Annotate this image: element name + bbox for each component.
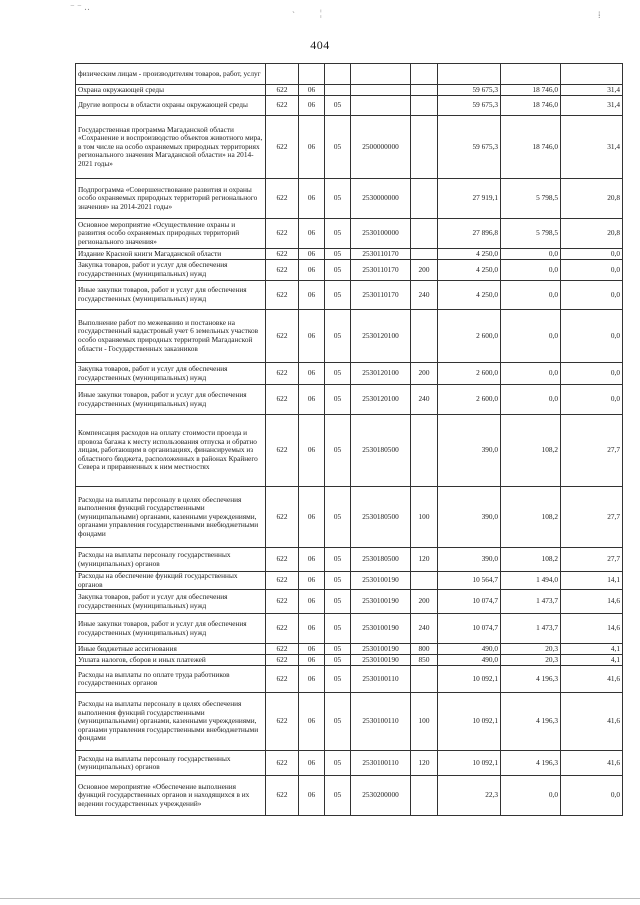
cell-fact: 0,0 xyxy=(501,281,561,310)
cell-ved: 622 xyxy=(266,614,299,644)
cell-csr: 2500000000 xyxy=(351,116,411,179)
cell-vr xyxy=(411,64,438,85)
cell-fact: 0,0 xyxy=(501,363,561,385)
table-row xyxy=(76,96,623,116)
cell-vr: 240 xyxy=(411,614,438,644)
cell-vr xyxy=(411,179,438,219)
cell-pr: 05 xyxy=(325,548,351,572)
cell-ved: 622 xyxy=(266,363,299,385)
cell-csr: 2530200000 xyxy=(351,776,411,816)
cell-plan: 27 919,1 xyxy=(438,179,501,219)
cell-percent: 41,6 xyxy=(561,751,623,776)
cell-name: Закупка товаров, работ и услуг для обеспечения государственных (муниципальных) нужд xyxy=(76,590,266,614)
cell-plan: 10 092,1 xyxy=(438,751,501,776)
table-row xyxy=(76,310,623,363)
cell-percent: 27,7 xyxy=(561,548,623,572)
cell-ved: 622 xyxy=(266,666,299,693)
cell-ved: 622 xyxy=(266,281,299,310)
cell-csr: 2530100190 xyxy=(351,655,411,666)
cell-fact: 0,0 xyxy=(501,260,561,281)
cell-name: Расходы на выплаты персоналу государственных (муниципальных) органов xyxy=(76,751,266,776)
page-bottom-line xyxy=(0,898,640,899)
table-row xyxy=(76,751,623,776)
cell-fact: 108,2 xyxy=(501,415,561,487)
cell-vr xyxy=(411,666,438,693)
cell-rz: 06 xyxy=(299,219,325,249)
cell-fact: 20,3 xyxy=(501,655,561,666)
cell-ved: 622 xyxy=(266,590,299,614)
cell-fact: 5 798,5 xyxy=(501,179,561,219)
cell-ved: 622 xyxy=(266,751,299,776)
cell-name: Иные закупки товаров, работ и услуг для обеспечения государственных (муниципальных) нужд xyxy=(76,385,266,415)
cell-ved: 622 xyxy=(266,385,299,415)
cell-ved: 622 xyxy=(266,96,299,116)
cell-rz: 06 xyxy=(299,590,325,614)
cell-pr: 05 xyxy=(325,385,351,415)
cell-plan: 10 074,7 xyxy=(438,614,501,644)
cell-fact: 4 196,3 xyxy=(501,751,561,776)
cell-name: Закупка товаров, работ и услуг для обеспечения государственных (муниципальных) нужд xyxy=(76,260,266,281)
cell-name: Иные закупки товаров, работ и услуг для обеспечения государственных (муниципальных) нужд xyxy=(76,281,266,310)
table-row xyxy=(76,249,623,260)
cell-ved: 622 xyxy=(266,693,299,751)
cell-plan: 4 250,0 xyxy=(438,260,501,281)
cell-percent: 41,6 xyxy=(561,693,623,751)
cell-fact: 18 746,0 xyxy=(501,85,561,96)
table-row xyxy=(76,116,623,179)
cell-percent: 0,0 xyxy=(561,363,623,385)
cell-rz: 06 xyxy=(299,85,325,96)
cell-csr: 2530120100 xyxy=(351,385,411,415)
cell-percent: 14,1 xyxy=(561,572,623,590)
cell-vr xyxy=(411,219,438,249)
table-row xyxy=(76,260,623,281)
cell-vr: 850 xyxy=(411,655,438,666)
cell-rz: 06 xyxy=(299,260,325,281)
cell-pr: 05 xyxy=(325,363,351,385)
cell-pr: 05 xyxy=(325,751,351,776)
cell-pr: 05 xyxy=(325,666,351,693)
cell-csr: 2530100190 xyxy=(351,644,411,655)
cell-vr: 100 xyxy=(411,693,438,751)
cell-name: Выполнение работ по межеванию и постановке на государственный кадастровый учет 6 земельных участков особо охраняемых природных территорий Магаданской области - Государственных заказников xyxy=(76,310,266,363)
scan-mark: ˋ xyxy=(292,10,295,20)
cell-name: Компенсация расходов на оплату стоимости проезда и провоза багажа к месту использования отпуска и обратно лицам, работающим в организациях, финансируемых из областного бюджета, расположенных в районах Крайнего Севера и приравненных к ним местностях xyxy=(76,415,266,487)
cell-csr: 2530120100 xyxy=(351,310,411,363)
cell-name: Основное мероприятие «Обеспечение выполнения функций государственных органов и находящихся в их ведении государственных учреждений» xyxy=(76,776,266,816)
cell-pr: 05 xyxy=(325,655,351,666)
cell-fact: 0,0 xyxy=(501,310,561,363)
cell-ved: 622 xyxy=(266,249,299,260)
table-row xyxy=(76,614,623,644)
table-row xyxy=(76,548,623,572)
cell-percent: 0,0 xyxy=(561,385,623,415)
cell-rz: 06 xyxy=(299,281,325,310)
cell-ved xyxy=(266,64,299,85)
cell-pr: 05 xyxy=(325,644,351,655)
cell-pr: 05 xyxy=(325,572,351,590)
scan-mark: ⁻ ⁻ ‥ xyxy=(70,2,91,12)
cell-fact: 1 473,7 xyxy=(501,590,561,614)
table-row xyxy=(76,363,623,385)
cell-csr: 2530180500 xyxy=(351,487,411,548)
cell-percent: 14,6 xyxy=(561,614,623,644)
cell-pr: 05 xyxy=(325,590,351,614)
cell-fact: 1 494,0 xyxy=(501,572,561,590)
cell-plan: 59 675,3 xyxy=(438,85,501,96)
cell-csr: 2530110170 xyxy=(351,281,411,310)
cell-vr xyxy=(411,776,438,816)
cell-csr: 2530110170 xyxy=(351,260,411,281)
cell-name: Расходы на выплаты персоналу государственных (муниципальных) органов xyxy=(76,548,266,572)
cell-fact xyxy=(501,64,561,85)
cell-plan: 27 896,8 xyxy=(438,219,501,249)
cell-ved: 622 xyxy=(266,572,299,590)
cell-pr: 05 xyxy=(325,614,351,644)
cell-name: физическим лицам - производителям товаров, работ, услуг xyxy=(76,64,266,85)
cell-name: Расходы на выплаты персоналу в целях обеспечения выполнения функций государственными (муниципальными) органами, казенными учреждениями, органами управления государственными внебюджетными фондами xyxy=(76,693,266,751)
cell-name: Закупка товаров, работ и услуг для обеспечения государственных (муниципальных) нужд xyxy=(76,363,266,385)
cell-name: Охрана окружающей среды xyxy=(76,85,266,96)
cell-plan: 10 564,7 xyxy=(438,572,501,590)
table-row xyxy=(76,64,623,85)
cell-percent: 27,7 xyxy=(561,415,623,487)
cell-vr xyxy=(411,249,438,260)
cell-rz: 06 xyxy=(299,614,325,644)
cell-name: Иные закупки товаров, работ и услуг для обеспечения государственных (муниципальных) нужд xyxy=(76,614,266,644)
cell-pr: 05 xyxy=(325,96,351,116)
table-row xyxy=(76,487,623,548)
cell-rz: 06 xyxy=(299,693,325,751)
cell-csr xyxy=(351,64,411,85)
cell-name: Основное мероприятие «Осуществление охраны и развития особо охраняемых природных территорий регионального значения» xyxy=(76,219,266,249)
table-row xyxy=(76,590,623,614)
cell-rz: 06 xyxy=(299,179,325,219)
page-number: 404 xyxy=(310,38,330,52)
cell-rz: 06 xyxy=(299,249,325,260)
table-row xyxy=(76,666,623,693)
cell-percent: 41,6 xyxy=(561,666,623,693)
table-row xyxy=(76,776,623,816)
cell-csr: 2530100190 xyxy=(351,572,411,590)
cell-vr: 800 xyxy=(411,644,438,655)
cell-fact: 1 473,7 xyxy=(501,614,561,644)
cell-ved: 622 xyxy=(266,415,299,487)
cell-vr xyxy=(411,415,438,487)
cell-rz: 06 xyxy=(299,548,325,572)
cell-vr: 200 xyxy=(411,260,438,281)
cell-csr: 2530110170 xyxy=(351,249,411,260)
cell-rz: 06 xyxy=(299,116,325,179)
cell-pr: 05 xyxy=(325,693,351,751)
cell-percent: 14,6 xyxy=(561,590,623,614)
table-row xyxy=(76,281,623,310)
cell-rz: 06 xyxy=(299,363,325,385)
cell-name: Другие вопросы в области охраны окружающей среды xyxy=(76,96,266,116)
cell-rz: 06 xyxy=(299,776,325,816)
cell-vr xyxy=(411,85,438,96)
cell-plan: 490,0 xyxy=(438,644,501,655)
cell-plan xyxy=(438,64,501,85)
cell-vr: 240 xyxy=(411,281,438,310)
cell-percent: 0,0 xyxy=(561,281,623,310)
cell-csr xyxy=(351,85,411,96)
cell-csr: 2530180500 xyxy=(351,415,411,487)
cell-plan: 59 675,3 xyxy=(438,96,501,116)
cell-percent: 0,0 xyxy=(561,249,623,260)
budget-table-body xyxy=(76,64,623,816)
cell-vr: 200 xyxy=(411,363,438,385)
cell-csr: 2530100110 xyxy=(351,751,411,776)
table-row xyxy=(76,415,623,487)
table-row xyxy=(76,385,623,415)
cell-percent: 4,1 xyxy=(561,644,623,655)
cell-percent: 20,8 xyxy=(561,179,623,219)
cell-fact: 0,0 xyxy=(501,776,561,816)
table-row xyxy=(76,655,623,666)
cell-rz: 06 xyxy=(299,96,325,116)
cell-rz: 06 xyxy=(299,310,325,363)
cell-plan: 10 092,1 xyxy=(438,666,501,693)
cell-csr: 2530100190 xyxy=(351,590,411,614)
cell-percent: 0,0 xyxy=(561,310,623,363)
cell-plan: 390,0 xyxy=(438,487,501,548)
cell-csr: 2530100110 xyxy=(351,666,411,693)
cell-csr: 2530120100 xyxy=(351,363,411,385)
cell-ved: 622 xyxy=(266,776,299,816)
cell-vr xyxy=(411,310,438,363)
cell-pr: 05 xyxy=(325,281,351,310)
cell-pr: 05 xyxy=(325,179,351,219)
cell-vr: 200 xyxy=(411,590,438,614)
cell-rz: 06 xyxy=(299,415,325,487)
scan-mark: ¦ xyxy=(320,8,322,18)
cell-ved: 622 xyxy=(266,85,299,96)
cell-ved: 622 xyxy=(266,644,299,655)
cell-percent: 4,1 xyxy=(561,655,623,666)
cell-ved: 622 xyxy=(266,219,299,249)
cell-name: Расходы на выплаты по оплате труда работников государственных органов xyxy=(76,666,266,693)
cell-rz: 06 xyxy=(299,666,325,693)
cell-csr: 2530100000 xyxy=(351,219,411,249)
cell-fact: 4 196,3 xyxy=(501,693,561,751)
cell-vr xyxy=(411,96,438,116)
cell-vr: 240 xyxy=(411,385,438,415)
cell-csr: 2530100110 xyxy=(351,693,411,751)
budget-table xyxy=(75,63,623,816)
cell-pr xyxy=(325,85,351,96)
cell-pr xyxy=(325,64,351,85)
cell-ved: 622 xyxy=(266,487,299,548)
cell-ved: 622 xyxy=(266,116,299,179)
cell-rz: 06 xyxy=(299,751,325,776)
table-row xyxy=(76,85,623,96)
cell-name: Уплата налогов, сборов и иных платежей xyxy=(76,655,266,666)
cell-fact: 108,2 xyxy=(501,548,561,572)
cell-plan: 2 600,0 xyxy=(438,385,501,415)
cell-ved: 622 xyxy=(266,548,299,572)
cell-csr: 2530000000 xyxy=(351,179,411,219)
cell-pr: 05 xyxy=(325,260,351,281)
cell-ved: 622 xyxy=(266,310,299,363)
cell-plan: 2 600,0 xyxy=(438,363,501,385)
cell-plan: 4 250,0 xyxy=(438,249,501,260)
cell-pr: 05 xyxy=(325,116,351,179)
cell-name: Иные бюджетные ассигнования xyxy=(76,644,266,655)
table-row xyxy=(76,644,623,655)
cell-pr: 05 xyxy=(325,310,351,363)
table-row xyxy=(76,693,623,751)
cell-pr: 05 xyxy=(325,776,351,816)
cell-plan: 490,0 xyxy=(438,655,501,666)
table-row xyxy=(76,179,623,219)
cell-fact: 108,2 xyxy=(501,487,561,548)
cell-csr: 2530180500 xyxy=(351,548,411,572)
cell-vr: 120 xyxy=(411,548,438,572)
cell-percent: 27,7 xyxy=(561,487,623,548)
cell-plan: 4 250,0 xyxy=(438,281,501,310)
cell-fact: 5 798,5 xyxy=(501,219,561,249)
cell-fact: 0,0 xyxy=(501,249,561,260)
cell-rz: 06 xyxy=(299,644,325,655)
cell-plan: 10 074,7 xyxy=(438,590,501,614)
cell-name: Подпрограмма «Совершенствование развития и охраны особо охраняемых природных территорий регионального значения» на 2014-2021 годы» xyxy=(76,179,266,219)
cell-fact: 4 196,3 xyxy=(501,666,561,693)
cell-ved: 622 xyxy=(266,179,299,219)
cell-fact: 18 746,0 xyxy=(501,96,561,116)
cell-name: Издание Красной книги Магаданской области xyxy=(76,249,266,260)
cell-pr: 05 xyxy=(325,415,351,487)
cell-rz: 06 xyxy=(299,655,325,666)
cell-rz xyxy=(299,64,325,85)
cell-vr xyxy=(411,116,438,179)
cell-name: Государственная программа Магаданской области «Сохранение и воспроизводство объектов животного мира, в том числе на особо охраняемых природных территориях регионального значения Магаданской области» на 2014-2021 годы» xyxy=(76,116,266,179)
cell-csr xyxy=(351,96,411,116)
cell-percent: 0,0 xyxy=(561,260,623,281)
scan-mark: ⁞ xyxy=(598,10,601,20)
cell-percent: 31,4 xyxy=(561,85,623,96)
cell-ved: 622 xyxy=(266,655,299,666)
cell-plan: 10 092,1 xyxy=(438,693,501,751)
cell-fact: 0,0 xyxy=(501,385,561,415)
cell-percent: 20,8 xyxy=(561,219,623,249)
cell-plan: 390,0 xyxy=(438,548,501,572)
cell-pr: 05 xyxy=(325,487,351,548)
cell-fact: 18 746,0 xyxy=(501,116,561,179)
cell-name: Расходы на обеспечение функций государственных органов xyxy=(76,572,266,590)
cell-percent: 0,0 xyxy=(561,776,623,816)
table-row xyxy=(76,219,623,249)
cell-name: Расходы на выплаты персоналу в целях обеспечения выполнения функций государственными (муниципальными) органами, казенными учреждениями, органами управления государственными внебюджетными фондами xyxy=(76,487,266,548)
cell-rz: 06 xyxy=(299,572,325,590)
cell-ved: 622 xyxy=(266,260,299,281)
cell-vr xyxy=(411,572,438,590)
cell-plan: 22,3 xyxy=(438,776,501,816)
cell-percent: 31,4 xyxy=(561,116,623,179)
cell-vr: 100 xyxy=(411,487,438,548)
cell-percent xyxy=(561,64,623,85)
cell-plan: 2 600,0 xyxy=(438,310,501,363)
cell-rz: 06 xyxy=(299,487,325,548)
cell-vr: 120 xyxy=(411,751,438,776)
cell-percent: 31,4 xyxy=(561,96,623,116)
table-row xyxy=(76,572,623,590)
cell-csr: 2530100190 xyxy=(351,614,411,644)
cell-plan: 59 675,3 xyxy=(438,116,501,179)
cell-fact: 20,3 xyxy=(501,644,561,655)
cell-pr: 05 xyxy=(325,219,351,249)
cell-rz: 06 xyxy=(299,385,325,415)
cell-plan: 390,0 xyxy=(438,415,501,487)
cell-pr: 05 xyxy=(325,249,351,260)
